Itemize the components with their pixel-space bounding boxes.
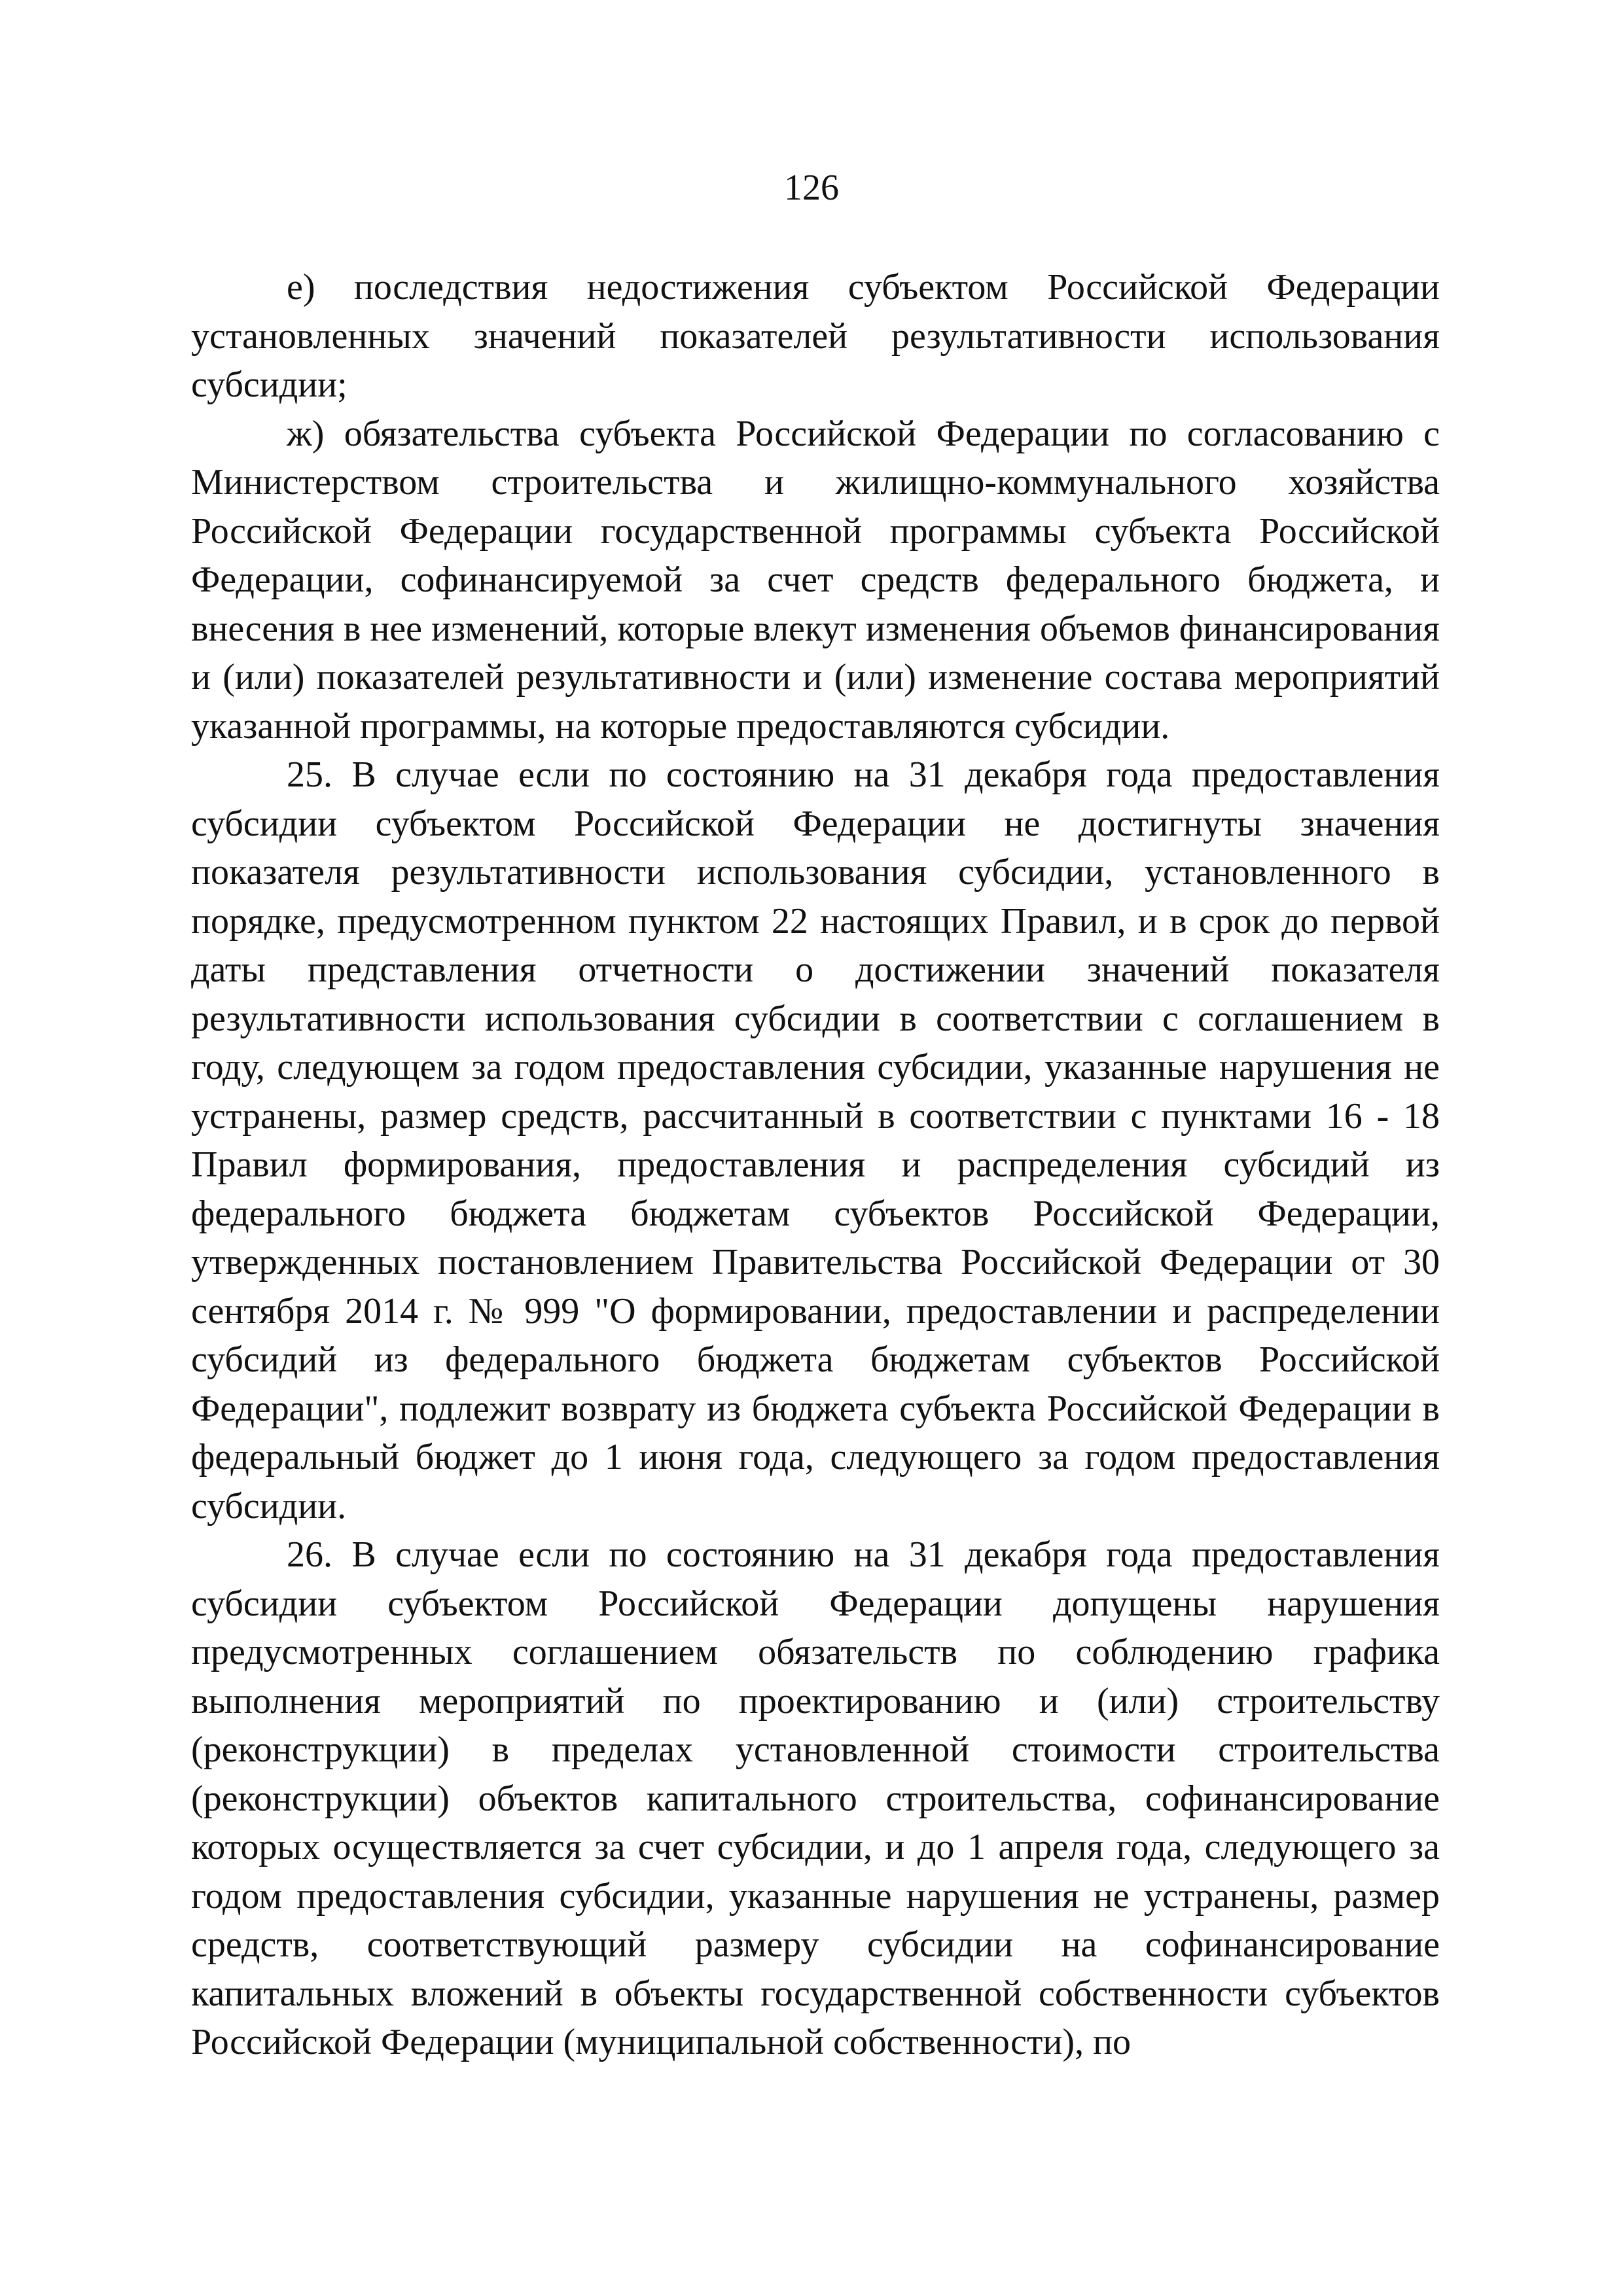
paragraph-clause-25: 25. В случае если по состоянию на 31 декабря года предоставления субсидии субъектом Российской Федерации не достигнуты значения показателя результативности использования субсидии, установленного в порядке, предусмотренном пунктом 22 настоящих Правил, и в срок до первой даты представления отчетности о достижении значений показателя результативности использования субсидии в соответствии с соглашением в году, следующем за годом предоставления субсидии, указанные нарушения не устранены, размер средств, рассчитанный в соответствии с пунктами 16 - 18 Правил формирования, предоставления и распределения субсидий из федерального бюджета бюджетам субъектов Российской Федерации, утвержденных постановлением Правительства Российской Федерации от 30 сентября 2014 г. № 999 "О формировании, предоставлении и распределении субсидий из федерального бюджета бюджетам субъектов Российской Федерации", подлежит возврату из бюджета субъекта Российской Федерации в федеральный бюджет до 1 июня года, следующего за годом предоставления субсидии. bbox=[191, 754, 1440, 1527]
document-body bbox=[191, 263, 1440, 2067]
paragraph-item-zh: ж) обязательства субъекта Российской Федерации по согласованию с Министерством строительства и жилищно-коммунального хозяйства Российской Федерации государственной программы субъекта Российской Федерации, софинансируемой за счет средств федерального бюджета, и внесения в нее изменений, которые влекут изменения объемов финансирования и (или) показателей результативности и (или) изменение состава мероприятий указанной программы, на которые предоставляются субсидии. bbox=[191, 413, 1440, 747]
paragraph-item-e: е) последствия недостижения субъектом Российской Федерации установленных значений показателей результативности использования субсидии; bbox=[191, 267, 1440, 405]
paragraph-clause-26: 26. В случае если по состоянию на 31 декабря года предоставления субсидии субъектом Российской Федерации допущены нарушения предусмотренных соглашением обязательств по соблюдению графика выполнения мероприятий по проектированию и (или) строительству (реконструкции) в пределах установленной стоимости строительства (реконструкции) объектов капитального строительства, софинансирование которых осуществляется за счет субсидии, и до 1 апреля года, следующего за годом предоставления субсидии, указанные нарушения не устранены, размер средств, соответствующий размеру субсидии на софинансирование капитальных вложений в объекты государственной собственности субъектов Российской Федерации (муниципальной собственности), по bbox=[191, 1534, 1440, 2062]
page-number: 126 bbox=[784, 168, 839, 208]
